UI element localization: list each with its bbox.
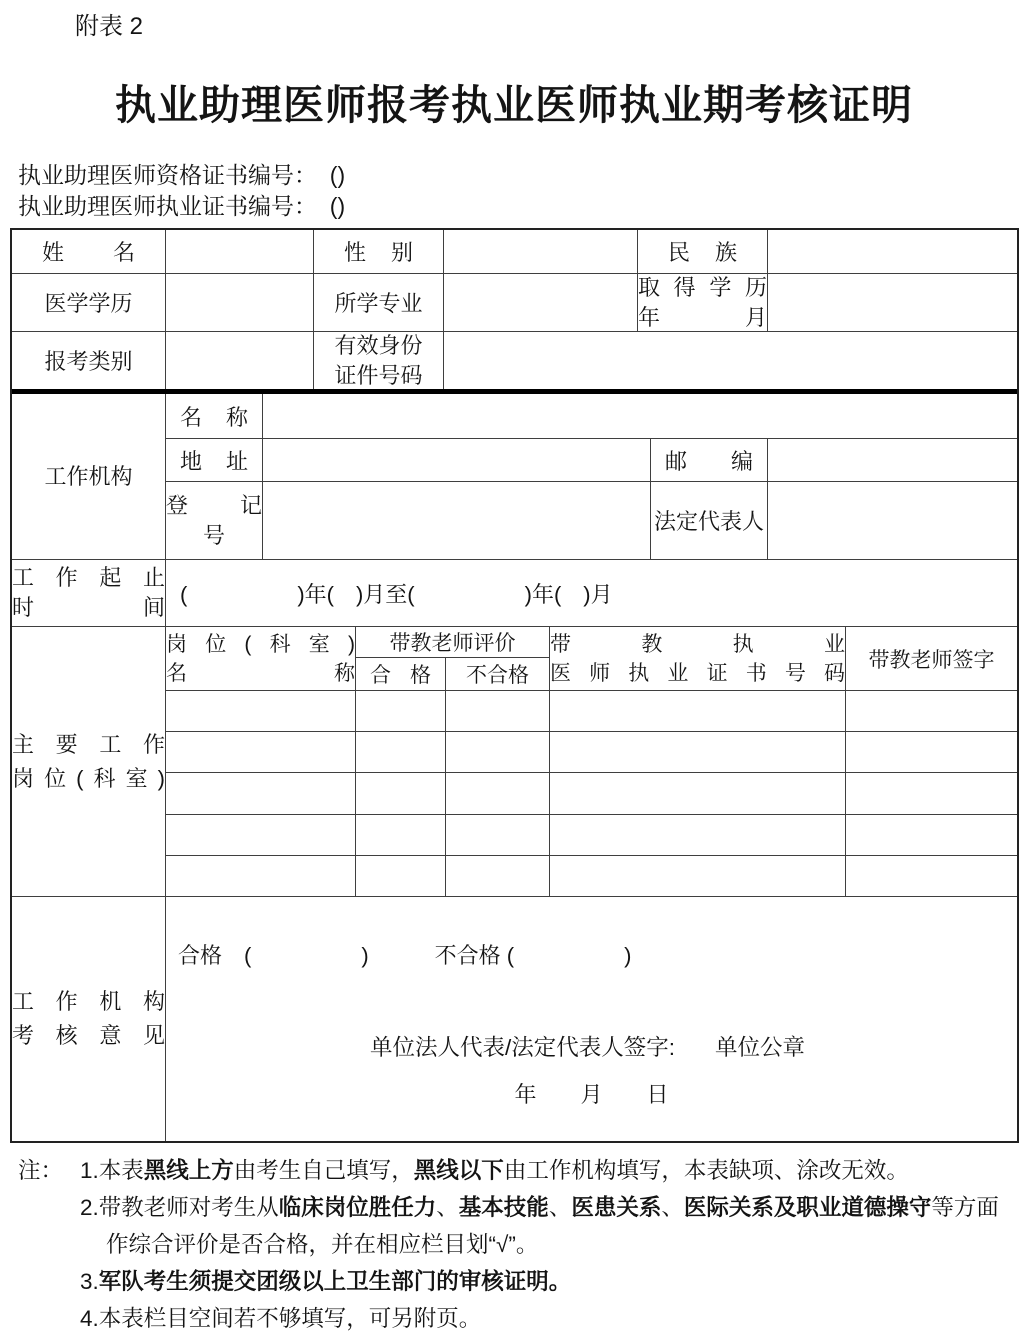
note-bold-text: 黑线上方	[143, 1158, 234, 1183]
note-text: 4.本表栏目空间若不够填写，可另附页。	[80, 1306, 482, 1331]
note-text: 等方面作综合评价是否合格，并在相应栏目划“√”。	[106, 1195, 999, 1257]
grid-cell-signature	[846, 856, 1017, 896]
practice-certificate-number: 执业助理医师执业证书编号： ()	[18, 193, 346, 219]
note-bold-text: 军队考生须提交团级以上卫生部门的审核证明。	[98, 1269, 572, 1294]
work-org-label: 工作机构	[12, 394, 166, 559]
teacher-evaluation-header	[356, 627, 550, 690]
org-name-label: 名称	[166, 394, 263, 438]
note-text: 、	[548, 1195, 572, 1220]
sex-label: 性别	[314, 230, 444, 273]
grid-cell-post-name	[166, 691, 356, 731]
major-label: 所学专业	[314, 274, 444, 331]
section-work-organization	[12, 394, 1017, 560]
org-name-row	[166, 394, 1017, 439]
note-text: 3.	[80, 1269, 99, 1294]
id-number-value	[444, 332, 1017, 389]
note-text: 、	[661, 1195, 684, 1220]
major-value	[444, 274, 638, 331]
note-item-3	[80, 1263, 1020, 1300]
note-text: 2.带教老师对考生从	[80, 1195, 279, 1220]
note-text: 由考生自己填写，	[233, 1158, 414, 1183]
qualification-certificate-number: 执业助理医师资格证书编号： ()	[18, 162, 346, 188]
assessment-opinion-content	[166, 897, 1017, 1141]
grid-cell-signature	[846, 815, 1017, 855]
ethnic-label: 民族	[638, 230, 768, 273]
teacher-signature-header: 带教老师签字	[868, 648, 995, 672]
section-work-posts	[12, 627, 1017, 897]
zip-label: 邮编	[651, 439, 768, 481]
pass-fail-line: 合格 ( ) 不合格 ( )	[178, 943, 632, 968]
grid-cell-cert-number	[550, 815, 846, 855]
note-item-2	[80, 1189, 1020, 1263]
grid-cell-fail	[446, 773, 550, 813]
work-period-label: 工作起止 时间	[12, 560, 166, 626]
work-org-fields	[166, 394, 1017, 559]
grid-cell-signature	[846, 732, 1017, 772]
grid-cell-cert-number	[550, 773, 846, 813]
grid-cell-fail	[446, 691, 550, 731]
grid-cell-signature	[846, 773, 1017, 813]
pass-header: 合格	[356, 658, 446, 690]
row-personal-2	[12, 274, 1017, 332]
note-bold-text: 医际关系及职业道德操守	[683, 1195, 932, 1220]
row-personal-3	[12, 332, 1017, 394]
grid-cell-post-name	[166, 773, 356, 813]
evaluation-subheaders	[356, 658, 549, 690]
org-registration-row	[166, 482, 1017, 559]
note-item-4	[80, 1300, 1020, 1337]
appendix-tag: 附表 2	[75, 13, 144, 40]
org-registration-value	[263, 482, 651, 559]
grid-empty-row	[166, 691, 1017, 732]
notes-list	[80, 1152, 1020, 1337]
work-posts-label: 主要工作 岗位(科室)	[12, 627, 166, 896]
grid-empty-row	[166, 732, 1017, 773]
zip-value	[768, 439, 1017, 481]
grid-cell-post-name	[166, 856, 356, 896]
grid-cell-signature	[846, 691, 1017, 731]
date-line: 年 月 日	[514, 1082, 669, 1107]
category-value	[166, 332, 314, 389]
grid-empty-row	[166, 773, 1017, 814]
ethnic-value	[768, 230, 1017, 273]
grid-cell-cert-number	[550, 856, 846, 896]
form-title: 执业助理医师报考执业医师执业期考核证明	[115, 82, 913, 128]
note-bold-text: 黑线以下	[413, 1158, 504, 1183]
work-period-value: ( )年( )月至( )年( )月	[180, 581, 613, 607]
grid-header-row	[166, 627, 1017, 691]
degree-date-label: 取得学历 年月	[638, 274, 767, 330]
grid-cell-fail	[446, 815, 550, 855]
note-text: 由工作机构填写，本表缺项、涂改无效。	[503, 1158, 909, 1183]
degree-label: 医学学历	[12, 274, 166, 331]
assessment-opinion-label: 工作机构 考核意见	[12, 897, 166, 1141]
post-name-header: 岗位(科室) 名称	[166, 627, 356, 690]
fail-header: 不合格	[466, 664, 529, 687]
org-address-row	[166, 439, 1017, 482]
sex-value	[444, 230, 638, 273]
assessment-form-table	[10, 228, 1019, 1143]
legal-representative-signature-label: 单位法人代表/法定代表人签字:	[370, 1035, 676, 1060]
degree-date-value	[768, 274, 1017, 331]
grid-cell-fail	[446, 856, 550, 896]
work-posts-grid	[166, 627, 1017, 896]
note-item-1	[80, 1152, 1020, 1189]
org-address-value	[263, 439, 651, 481]
section-assessment-opinion	[12, 897, 1017, 1141]
grid-empty-row	[166, 815, 1017, 856]
grid-empty-rows	[166, 691, 1017, 896]
note-text: 、	[436, 1195, 459, 1220]
category-label: 报考类别	[12, 332, 166, 389]
grid-cell-post-name	[166, 815, 356, 855]
name-label: 姓名	[12, 230, 166, 273]
unit-seal-label: 单位公章	[715, 1035, 806, 1060]
grid-cell-cert-number	[550, 732, 846, 772]
id-number-label: 有效身份 证件号码	[314, 332, 444, 389]
grid-cell-pass	[356, 815, 446, 855]
grid-cell-fail	[446, 732, 550, 772]
row-work-period	[12, 560, 1017, 627]
teacher-cert-number-header: 带教执业 医师执业证书号码	[550, 627, 846, 690]
note-bold-text: 医患关系	[571, 1195, 662, 1220]
org-name-value	[263, 394, 1017, 438]
grid-cell-pass	[356, 773, 446, 813]
note-bold-text: 基本技能	[458, 1195, 549, 1220]
grid-cell-cert-number	[550, 691, 846, 731]
footnotes	[18, 1152, 1020, 1337]
degree-value	[166, 274, 314, 331]
teacher-evaluation-title: 带教老师评价	[356, 627, 549, 658]
org-address-label: 地址	[166, 439, 263, 481]
grid-cell-pass	[356, 732, 446, 772]
certificate-number-lines	[18, 160, 345, 222]
legal-representative-value	[768, 482, 1017, 559]
grid-empty-row	[166, 856, 1017, 896]
row-personal-1	[12, 230, 1017, 274]
legal-representative-label: 法定代表人	[651, 482, 768, 559]
note-bold-text: 临床岗位胜任力	[278, 1195, 437, 1220]
note-text: 1.本表	[80, 1158, 144, 1183]
org-registration-label: 登记 号	[166, 482, 263, 559]
grid-cell-pass	[356, 856, 446, 896]
grid-cell-post-name	[166, 732, 356, 772]
grid-cell-pass	[356, 691, 446, 731]
notes-label: 注：	[18, 1158, 64, 1183]
signature-line	[370, 1030, 1017, 1062]
name-value	[166, 230, 314, 273]
